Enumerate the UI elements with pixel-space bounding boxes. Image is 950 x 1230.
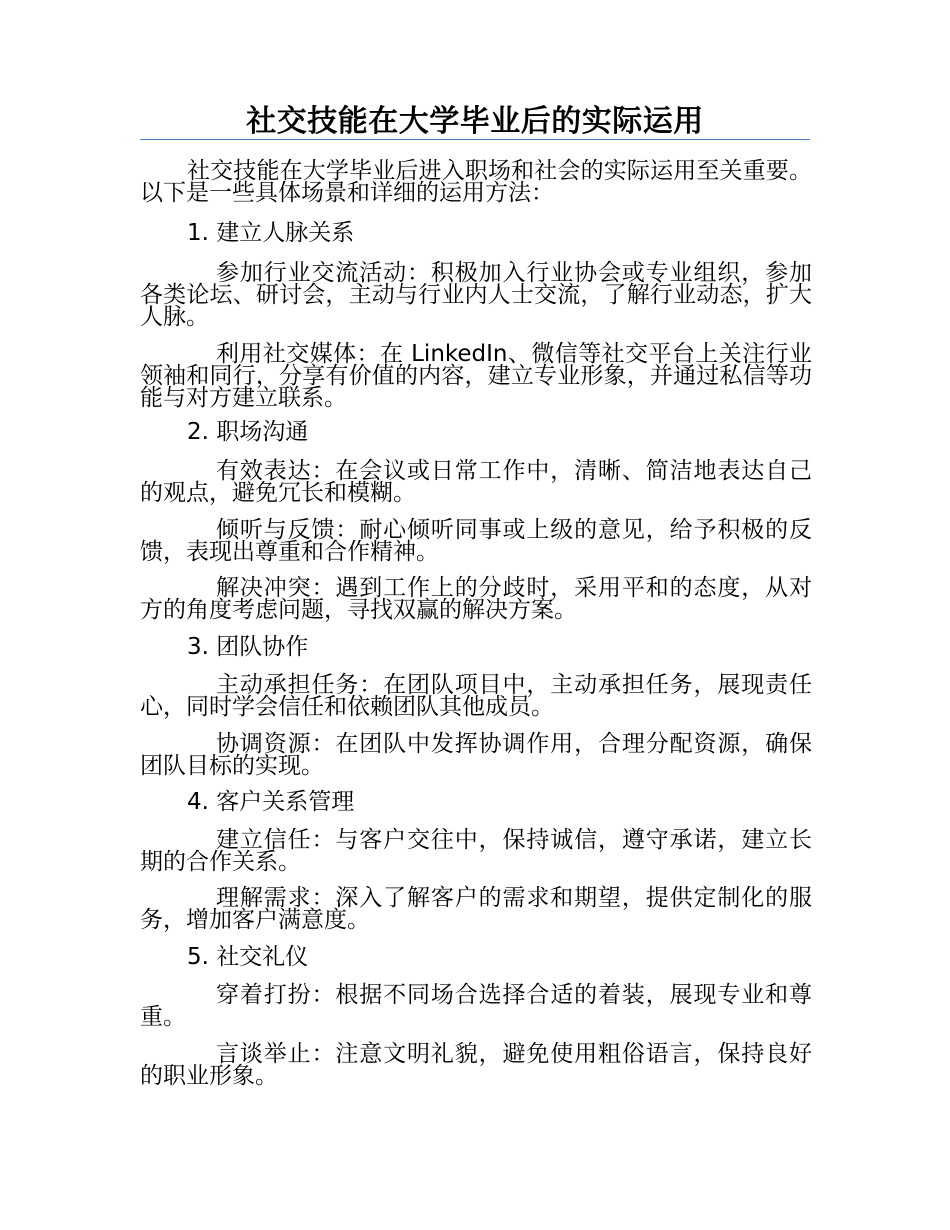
paragraph-social-media: 利用社交媒体：在 LinkedIn、微信等社交平台上关注行业领袖和同行，分享有价值的内容，建立专业形象，并通过私信等功能与对方建立联系。 [140, 341, 812, 411]
paragraph-understand-needs: 理解需求：深入了解客户的需求和期望，提供定制化的服务，增加客户满意度。 [140, 885, 812, 933]
section-heading-workplace-communication: 2. 职场沟通 [187, 419, 309, 445]
paragraph-take-on-tasks: 主动承担任务：在团队项目中，主动承担任务，展现责任心，同时学会信任和依赖团队其他成员。 [140, 672, 812, 720]
paragraph-industry-events: 参加行业交流活动：积极加入行业协会或专业组织，参加各类论坛、研讨会，主动与行业内人士交流，了解行业动态，扩大人脉。 [140, 260, 812, 330]
paragraph-dress: 穿着打扮：根据不同场合选择合适的着装，展现专业和尊重。 [140, 982, 812, 1030]
section-heading-etiquette: 5. 社交礼仪 [187, 944, 309, 970]
paragraph-effective-expression: 有效表达：在会议或日常工作中，清晰、简洁地表达自己的观点，避免冗长和模糊。 [140, 458, 812, 506]
paragraph-coordinate-resources: 协调资源：在团队中发挥协调作用，合理分配资源，确保团队目标的实现。 [140, 731, 812, 779]
intro-paragraph: 社交技能在大学毕业后进入职场和社会的实际运用至关重要。以下是一些具体场景和详细的运用方法： [140, 158, 812, 206]
document-title: 社交技能在大学毕业后的实际运用 [140, 104, 810, 140]
paragraph-listening-feedback: 倾听与反馈：耐心倾听同事或上级的意见，给予积极的反馈，表现出尊重和合作精神。 [140, 517, 812, 565]
section-heading-networking: 1. 建立人脉关系 [187, 220, 355, 246]
section-heading-client-relations: 4. 客户关系管理 [187, 789, 355, 815]
paragraph-conflict-resolution: 解决冲突：遇到工作上的分歧时，采用平和的态度，从对方的角度考虑问题，寻找双赢的解决方案。 [140, 575, 812, 623]
paragraph-build-trust: 建立信任：与客户交往中，保持诚信，遵守承诺，建立长期的合作关系。 [140, 827, 812, 875]
section-heading-teamwork: 3. 团队协作 [187, 634, 309, 660]
paragraph-manners: 言谈举止：注意文明礼貌，避免使用粗俗语言，保持良好的职业形象。 [140, 1041, 812, 1089]
